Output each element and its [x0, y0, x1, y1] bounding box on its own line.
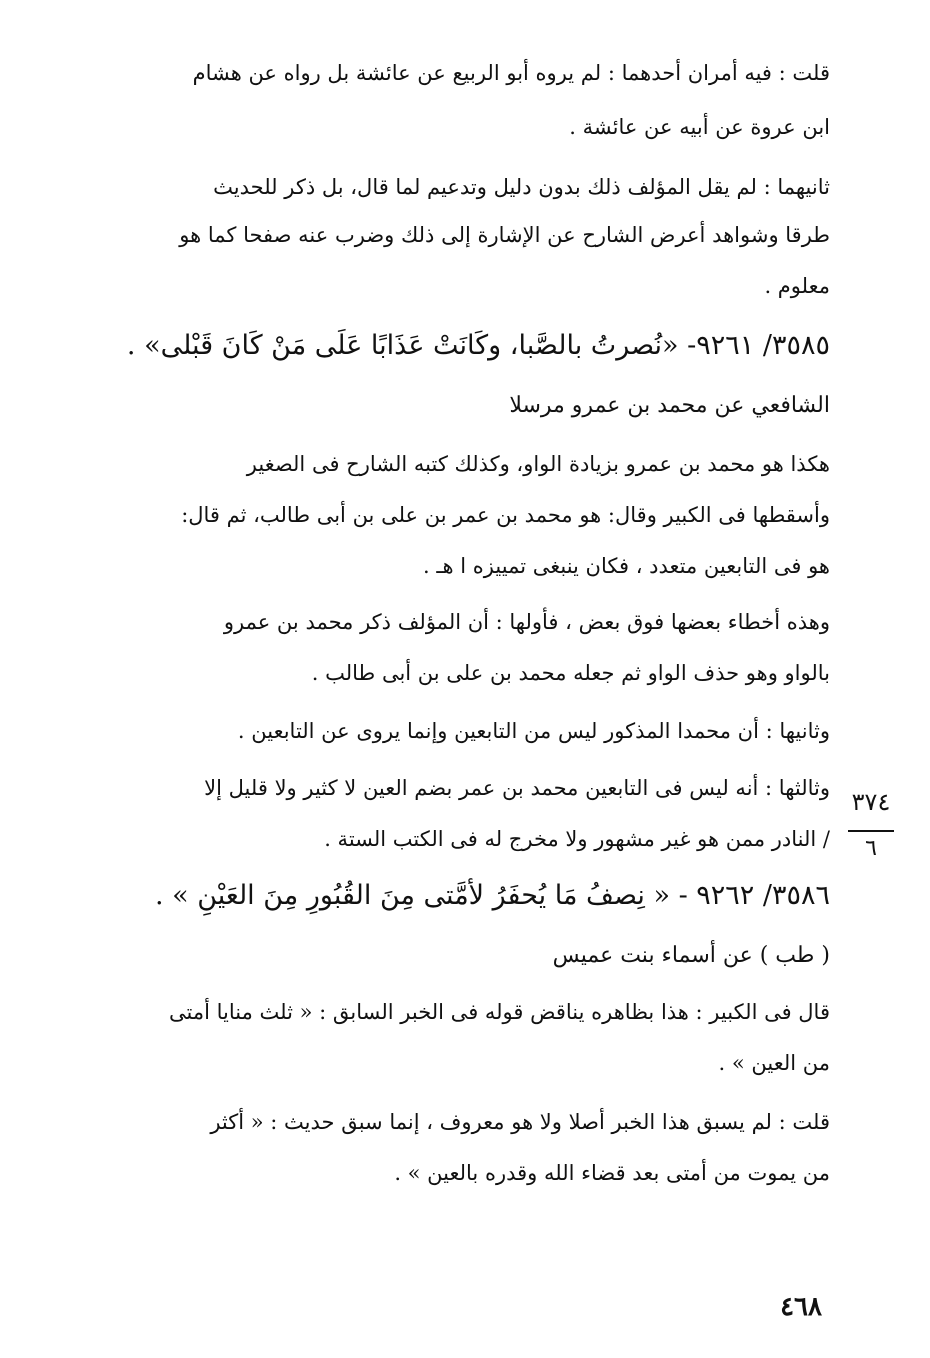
hadith-3586-heading: ٣٥٨٦/ ٩٢٦٢ - « نِصفُ مَا يُحفَرُ لأمَّتى مِنَ القُبُورِ مِنَ العَيْنِ » . [154, 880, 830, 911]
text-line-1: قلت : فيه أمران أحدهما : لم يروه أبو الربيع عن عائشة بل رواه عن هشام [192, 61, 830, 85]
text-line-12: بالواو وهو حذف الواو ثم جعله محمد بن على بن أبى طالب . [311, 661, 830, 685]
hadith-3586-source: ( طب ) عن أسماء بنت عميس [552, 943, 830, 968]
text-line-8: هكذا هو محمد بن عمرو بزيادة الواو، وكذلك كتبه الشارح فى الصغير [246, 452, 830, 476]
text-line-13: وثانيها : أن محمدا المذكور ليس من التابعين وإنما يروى عن التابعين . [237, 719, 830, 743]
text-line-11: وهذه أخطاء بعضها فوق بعض ، فأولها : أن المؤلف ذكر محمد بن عمرو [223, 610, 830, 634]
text-line-9: وأسقطها فى الكبير وقال: هو محمد بن عمر بن على بن أبى طالب، ثم قال: [181, 503, 830, 527]
text-line-5: معلوم . [764, 274, 830, 298]
hadith-3585-source: الشافعي عن محمد بن عمرو مرسلا [509, 393, 830, 418]
text-line-20: قلت : لم يسبق هذا الخبر أصلا ولا هو معروف ، إنما سبق حديث : « أكثر [210, 1110, 830, 1134]
text-line-18: قال فى الكبير : هذا بظاهره يناقض قوله فى الخبر السابق : « ثلث منايا أمتى [169, 1000, 830, 1024]
text-line-15: / النادر ممن هو غير مشهور ولا مخرج له فى الكتب الستة . [324, 827, 830, 851]
text-line-10: هو فى التابعين متعدد ، فكان ينبغى تمييزه ا هـ . [423, 554, 830, 578]
text-line-14: وثالثها : أنه ليس فى التابعين محمد بن عمر بضم العين لا كثير ولا قليل إلا [204, 776, 830, 800]
text-line-4: طرقا وشواهد أعرض الشارح عن الإشارة إلى ذلك وضرب عنه صفحا كما هو [179, 223, 830, 247]
margin-reference-rule [848, 830, 894, 832]
text-line-19: من العين » . [718, 1051, 830, 1075]
page-number: ٤٦٨ [780, 1292, 822, 1322]
margin-reference-bottom: ٦ [865, 836, 877, 861]
margin-reference-top: ٣٧٤ [851, 788, 891, 816]
hadith-3585-heading: ٣٥٨٥/ ٩٢٦١- «نُصرتُ بالصَّبا، وكَانَتْ عَذَابًا عَلَى مَنْ كَانَ قَبْلى» . [126, 330, 830, 361]
text-line-3: ثانيهما : لم يقل المؤلف ذلك بدون دليل وتدعيم لما قال، بل ذكر للحديث [213, 175, 830, 199]
text-line-21: من يموت من أمتى بعد قضاء الله وقدره بالعين » . [394, 1161, 830, 1185]
margin-page-reference [846, 790, 896, 860]
text-line-2: ابن عروة عن أبيه عن عائشة . [569, 115, 830, 139]
